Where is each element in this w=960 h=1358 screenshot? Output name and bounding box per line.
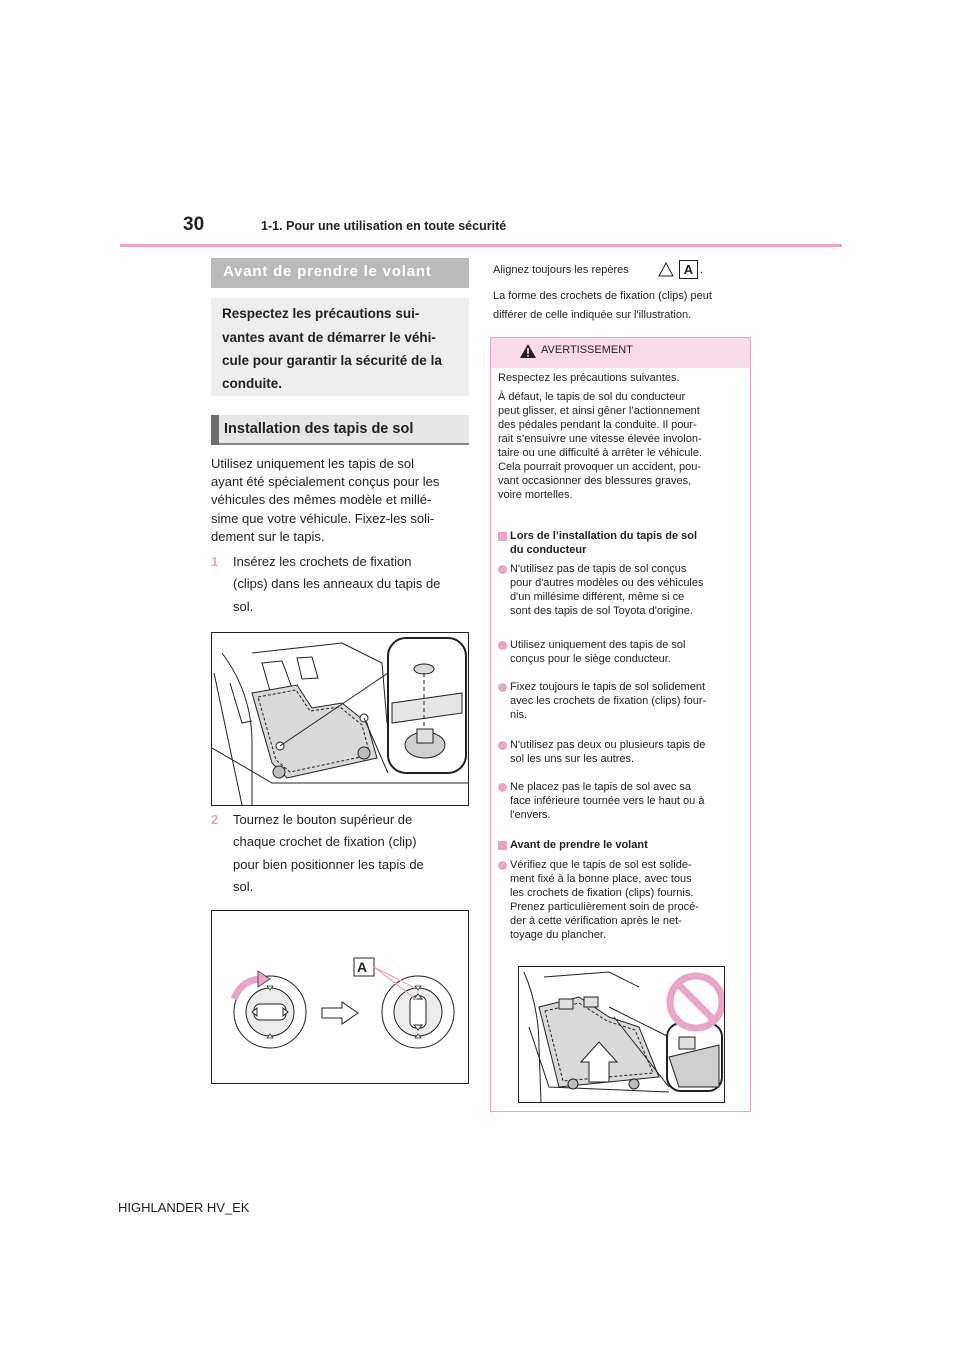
body-line: sime que votre véhicule. Fixez-les soli- [211, 511, 435, 526]
floor-mat-illustration [211, 632, 469, 806]
bullet-line: sol les uns sur les autres. [510, 753, 635, 765]
shape-line: différer de celle indiquée sur l'illustration. [493, 309, 692, 321]
step-line: (clips) dans les anneaux du tapis de [233, 576, 441, 591]
warning-title: AVERTISSEMENT [541, 344, 633, 356]
subheading: Installation des tapis de sol [224, 421, 414, 437]
body-line: ayant été spécialement conçus pour les [211, 474, 440, 489]
step-line: pour bien positionner les tapis de [233, 857, 424, 872]
step-line: sol. [233, 879, 254, 894]
bullet-line: Ne placez pas le tapis de sol avec sa [510, 781, 691, 793]
bullet-line: face inférieure tournée vers le haut ou à [510, 795, 705, 807]
body-line: véhicules des mêmes modèle et millé- [211, 492, 432, 507]
step-number: 1 [211, 554, 219, 569]
intro-line: Respectez les précautions sui- [222, 306, 420, 321]
warning-section-line: du conducteur [510, 544, 587, 556]
section-title: 1-1. Pour une utilisation en toute sécurité [261, 219, 507, 233]
warning-para-line: rait s’ensuivre une vitesse élevée involon- [498, 433, 702, 445]
step-number: 2 [211, 812, 219, 827]
step-line: chaque crochet de fixation (clip) [233, 834, 417, 849]
step-line: Tournez le bouton supérieur de [233, 812, 413, 827]
subheading-bar [211, 415, 219, 445]
bullet-line: N'utilisez pas deux ou plusieurs tapis de [510, 739, 706, 751]
bullet-line: avec les crochets de fixation (clips) four- [510, 695, 707, 707]
bullet-line: Prenez particulièrement soin de procé- [510, 901, 699, 913]
warning-triangle-icon [519, 343, 537, 359]
clip-rotation-illustration [211, 910, 469, 1084]
bullet-icon [498, 683, 507, 692]
step-line: sol. [233, 599, 254, 614]
bullet-icon [498, 741, 507, 750]
bullet-line: N'utilisez pas de tapis de sol conçus [510, 563, 687, 575]
bullet-line: pour d'autres modèles ou des véhicules [510, 577, 704, 589]
clip-rotation-drawing [212, 911, 468, 1083]
warning-para-line: peut glisser, et ainsi gêner l’actionnement [498, 405, 700, 417]
body-line: dement sur le tapis. [211, 529, 325, 544]
bullet-line: sont des tapis de sol Toyota d'origine. [510, 605, 693, 617]
marker-a-box: A [679, 260, 698, 279]
body-line: Utilisez uniquement les tapis de sol [211, 456, 415, 471]
bullet-line: ment fixé à la bonne place, avec tous [510, 873, 692, 885]
page-number: 30 [183, 214, 205, 235]
warning-para-line: À défaut, le tapis de sol du conducteur [498, 391, 686, 403]
bullet-icon [498, 861, 507, 870]
warning-para-line: des pédales pendant la conduite. Il pour- [498, 419, 697, 431]
bullet-icon [498, 783, 507, 792]
bullet-line: der à cette vérification après le net- [510, 915, 682, 927]
bullet-line: d'un millésime différent, même si ce [510, 591, 685, 603]
bullet-line: Vérifiez que le tapis de sol est solide- [510, 859, 692, 871]
align-text: Alignez toujours les repères [493, 264, 629, 276]
bullet-line: les crochets de fixation (clips) fournis. [510, 887, 694, 899]
step-line: Insérez les crochets de fixation [233, 554, 412, 569]
bullet-line: Fixez toujours le tapis de sol solidement [510, 681, 706, 693]
section-square-icon [498, 532, 507, 541]
align-period: . [700, 264, 704, 276]
bullet-line: conçus pour le siège conducteur. [510, 653, 671, 665]
warning-para-line: voire mortelles. [498, 489, 573, 501]
prohibited-mat-drawing [519, 967, 724, 1102]
bullet-line: toyage du plancher. [510, 929, 607, 941]
warning-para-line: vant occasionner des blessures graves, [498, 475, 692, 487]
bullet-icon [498, 565, 507, 574]
warning-section-line: Avant de prendre le volant [510, 839, 648, 851]
bullet-icon [498, 641, 507, 650]
intro-line: cule pour garantir la sécurité de la [222, 353, 442, 368]
intro-line: conduite. [222, 376, 282, 391]
footer-model: HIGHLANDER HV_EK [118, 1200, 250, 1215]
section-square-icon [498, 841, 507, 850]
header-rule [120, 244, 842, 247]
warning-para-line: Cela pourrait provoquer un accident, pou- [498, 461, 702, 473]
bullet-line: l'envers. [510, 809, 551, 821]
bullet-line: Utilisez uniquement des tapis de sol [510, 639, 686, 651]
marker-a-label: A [357, 959, 368, 975]
warning-para-line: taire ou une difficulté à arrêter le véhicule. [498, 447, 703, 459]
warning-section-line: Lors de l’installation du tapis de sol [510, 530, 698, 542]
prohibited-mat-illustration [518, 966, 725, 1103]
warning-intro: Respectez les précautions suivantes. [498, 372, 680, 384]
intro-line: vantes avant de démarrer le véhi- [222, 330, 436, 345]
floor-mat-drawing [212, 633, 468, 805]
banner-title: Avant de prendre le volant [223, 263, 432, 280]
bullet-line: nis. [510, 709, 528, 721]
shape-line: La forme des crochets de fixation (clips) peut [493, 290, 712, 302]
triangle-mark-icon [658, 262, 674, 277]
